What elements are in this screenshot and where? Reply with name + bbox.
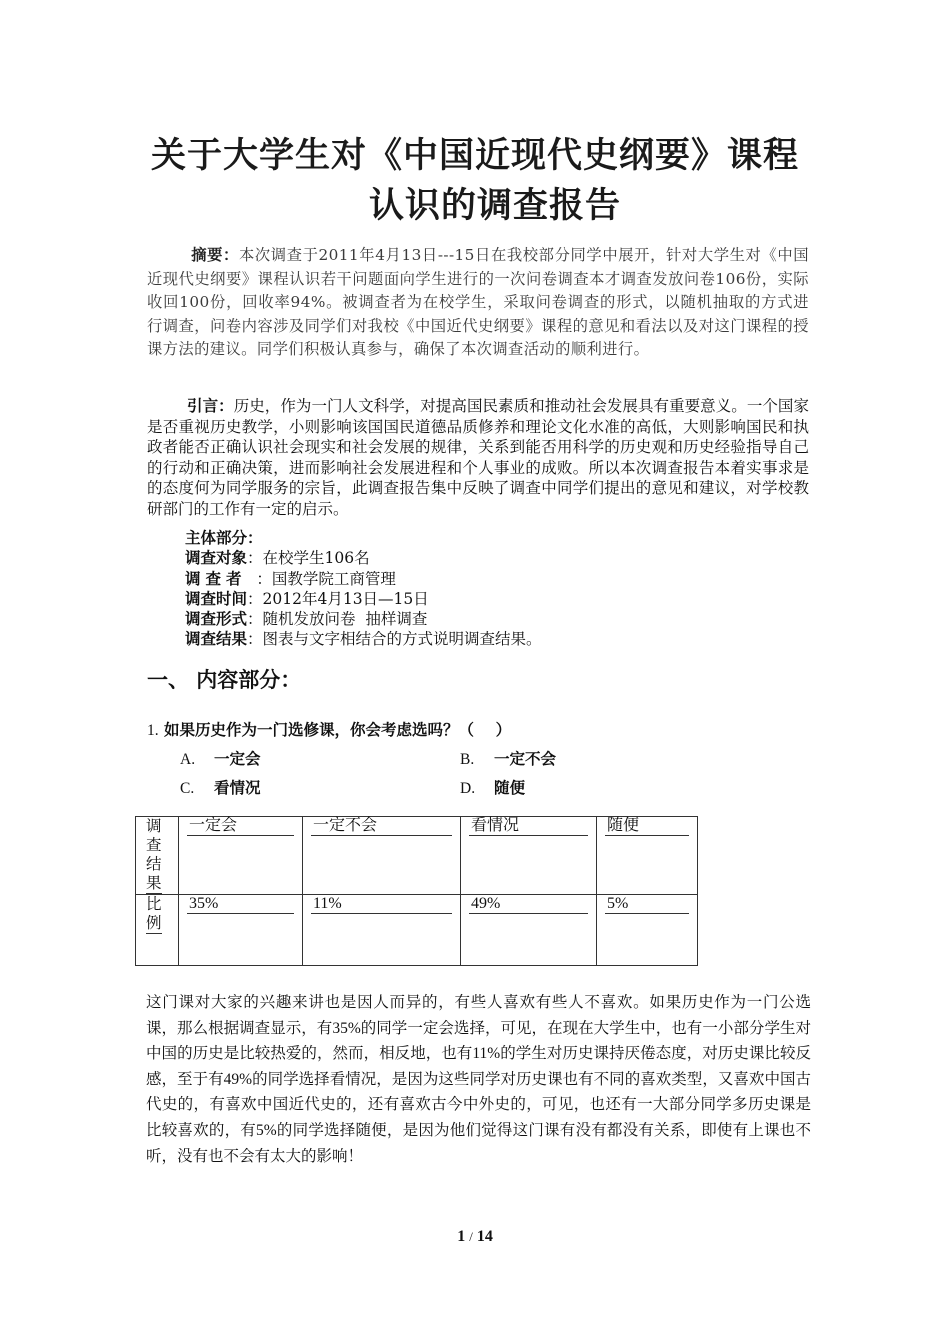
row-label-ratio: 比例	[136, 895, 179, 966]
question-1	[147, 718, 511, 740]
abstract-colon: ：	[223, 246, 239, 264]
survey-facts	[185, 528, 542, 650]
table-header-cell: 一定不会	[303, 817, 461, 895]
option-c: C. 看情况	[180, 779, 261, 797]
table-header-cell: 看情况	[461, 817, 597, 895]
title-line-2: 认识的调查报告	[368, 186, 621, 226]
row-label-result: 调查结果	[136, 817, 179, 895]
title-line-1: 关于大学生对《中国近现代史纲要》课程	[150, 136, 799, 176]
option-d: D. 随便	[460, 779, 526, 797]
question-text: 如果历史作为一门选修课，你会考虑选吗？（ ）	[164, 721, 512, 739]
abstract-label: 摘要	[191, 246, 224, 264]
abstract-paragraph	[147, 244, 809, 362]
table-header-cell: 一定会	[179, 817, 303, 895]
abstract-text: 本次调查于2011年4月13日---15日在我校部分同学中展开，针对大学生对《中国近现代史纲要》课程认识若干问题面向学生进行的一次问卷调查本才调查发放问卷106份，实际收回100份，回收率94%。被调查者为在校学生，采取问卷调查的形式，以随机抽取的方式进行调查，问卷内容涉及同学们对我校《中国近代史纲要》课程的意见和看法以及对这门课程的授课方法的建议。同学们积极认真参与，确保了本次调查活动的顺利进行。	[147, 246, 809, 359]
option-b: B. 一定不会	[460, 750, 557, 768]
table-value-cell: 35%	[179, 895, 303, 966]
intro-paragraph	[147, 396, 809, 520]
page-number: 1 / 14	[457, 1228, 493, 1245]
table-value-cell: 11%	[303, 895, 461, 966]
table-header-cell: 随便	[597, 817, 698, 895]
intro-label: 引言：	[187, 396, 234, 415]
option-a: A. 一定会	[180, 750, 261, 768]
table-value-cell: 49%	[461, 895, 597, 966]
fact-row: 调查对象：在校学生106名	[185, 548, 370, 568]
intro-text: 历史，作为一门人文科学，对提高国民素质和推动社会发展具有重要意义。一个国家是否重视历史教学，小则影响该国国民道德品质修养和理论文化水准的高低，大则影响国民和执政者能否正确认识社会现实和社会发展的规律，关系到能否用科学的历史观和历史经验指导自己的行动和正确决策，进而影响社会发展进程和个人事业的成败。所以本次调查报告本着实事求是的态度何为同学服务的宗旨，此调查报告集中反映了调查中同学们提出的意见和建议，对学校教研部门的工作有一定的启示。	[147, 397, 809, 518]
fact-row: 调查时间：2012年4月13日—15日	[185, 588, 429, 608]
fact-row: 调查结果：图表与文字相结合的方式说明调查结果。	[185, 629, 542, 649]
survey-result-table	[135, 816, 698, 966]
fact-row: 调查形式：随机发放问卷 抽样调查	[185, 609, 428, 629]
facts-heading: 主体部分：	[185, 528, 263, 547]
question-number: 1.	[147, 722, 159, 739]
analysis-paragraph: 这门课对大家的兴趣来讲也是因人而异的，有些人喜欢有些人不喜欢。如果历史作为一门公选课，那么根据调查显示，有35%的同学一定会选择，可见，在现在大学生中，也有一小部分学生对中国的历史是比较热爱的，然而，相反地，也有11%的学生对历史课持厌倦态度，对历史课比较反感，至于有49%的同学选择看情况，是因为这些同学对历史课也有不同的喜欢类型，又喜欢中国古代史的，有喜欢中国近代史的，还有喜欢古今中外史的，可见，也还有一大部分同学多历史课是比较喜欢的，有5%的同学选择随便，是因为他们觉得这门课有没有都没有关系，即使有上课也不听，没有也不会有太大的影响！	[146, 994, 811, 1165]
fact-row: 调查者 ：国教学院工商管理	[185, 568, 396, 588]
table-value-cell: 5%	[597, 895, 698, 966]
section-heading: 一、 内容部分：	[147, 668, 302, 692]
